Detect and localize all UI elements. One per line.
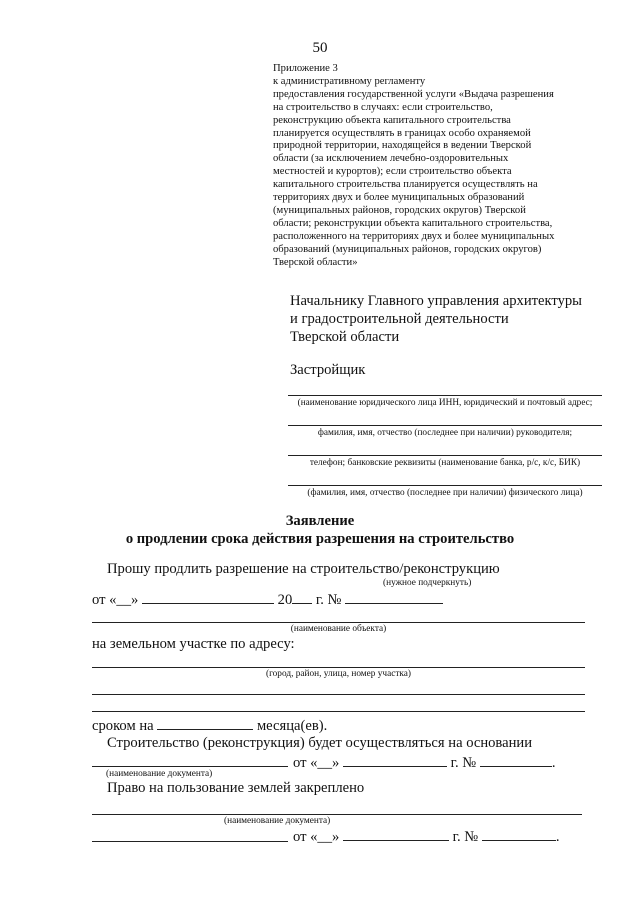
- basis-date-field[interactable]: [343, 753, 447, 767]
- page-number: 50: [312, 40, 328, 56]
- appendix-line: к административному регламенту: [273, 75, 426, 87]
- appendix-line: капитального строительства планируется осуществлять на: [273, 179, 538, 191]
- addressee-line: Начальнику Главного управления архитектуры: [290, 293, 582, 309]
- basis-end: .: [551, 755, 556, 771]
- builder-field-2[interactable]: [288, 425, 602, 426]
- term-field[interactable]: [157, 716, 253, 730]
- from-prefix: от «__»: [92, 592, 139, 608]
- address-field-3[interactable]: [92, 711, 585, 712]
- builder-caption: (фамилия, имя, отчество (последнее при наличии) физического лица): [307, 488, 583, 498]
- permit-number-field[interactable]: [345, 590, 443, 604]
- final-end: .: [555, 829, 560, 845]
- request-text: Прошу продлить разрешение на строительство/реконструкцию: [107, 561, 500, 577]
- appendix-header: [273, 63, 603, 270]
- builder-caption: (наименование юридического лица ИНН, юридический и почтовый адрес;: [297, 398, 593, 408]
- year-prefix: 20: [277, 592, 293, 608]
- addressee-block: [290, 292, 582, 346]
- final-number-label: г. №: [452, 829, 479, 845]
- final-number-field[interactable]: [482, 827, 556, 841]
- document-caption: (наименование документа): [106, 769, 213, 779]
- addressee-line: и градостроительной деятельности: [290, 311, 509, 327]
- address-caption: (город, район, улица, номер участка): [265, 669, 412, 679]
- appendix-line: планируется осуществлять в границах особо охраняемой: [273, 127, 531, 139]
- builder-label: Застройщик: [290, 362, 366, 378]
- appendix-line: расположенного на территориях двух и более муниципальных: [273, 230, 555, 242]
- builder-caption: телефон; банковские реквизиты (наименование банка, р/с, к/с, БИК): [309, 458, 581, 468]
- appendix-line: области (за исключением лечебно-оздоровительных: [273, 153, 509, 165]
- builder-field-1[interactable]: [288, 395, 602, 396]
- object-name-field[interactable]: [92, 622, 585, 623]
- appendix-line: (муниципальных районов, городских округов) Тверской: [273, 204, 526, 216]
- term-prefix: сроком на: [92, 718, 154, 734]
- final-from: от «__»: [293, 829, 340, 845]
- basis-document-field[interactable]: [92, 766, 288, 767]
- appendix-line: территориях двух и более муниципальных образований: [273, 192, 525, 204]
- final-date-field[interactable]: [343, 827, 449, 841]
- addressee-line: Тверской области: [290, 329, 400, 345]
- appendix-line: природной территории, находящейся в ведении Тверской: [273, 140, 532, 152]
- appendix-line: реконструкцию объекта капитального строительства: [273, 114, 511, 126]
- year-suffix: г. №: [315, 592, 342, 608]
- document-caption-2: (наименование документа): [224, 816, 331, 826]
- final-date-row: [293, 827, 560, 846]
- basis-text: Строительство (реконструкция) будет осуществляться на основании: [107, 735, 533, 751]
- land-right-text: Право на пользование землей закреплено: [107, 780, 365, 796]
- address-field-2[interactable]: [92, 694, 585, 695]
- appendix-line: области; реконструкции объекта капитального строительства,: [273, 217, 553, 229]
- builder-field-4[interactable]: [288, 485, 602, 486]
- basis-number-field[interactable]: [480, 753, 552, 767]
- appendix-line: местностей и курортов); если строительство объекта: [273, 166, 512, 178]
- builder-caption: фамилия, имя, отчество (последнее при наличии) руководителя;: [317, 428, 573, 438]
- appendix-line: предоставления государственной услуги «Выдача разрешения: [273, 88, 554, 100]
- statement-subtitle: о продлении срока действия разрешения на строительство: [125, 531, 515, 547]
- land-text: на земельном участке по адресу:: [92, 636, 295, 652]
- land-right-document-field[interactable]: [92, 814, 582, 815]
- appendix-line: Тверской области»: [273, 256, 358, 268]
- underline-hint: (нужное подчеркнуть): [383, 578, 472, 588]
- basis-number-label: г. №: [450, 755, 477, 771]
- builder-field-3[interactable]: [288, 455, 602, 456]
- term-row: [92, 716, 327, 735]
- statement-title: Заявление: [285, 513, 355, 529]
- permit-date-field[interactable]: [142, 590, 274, 604]
- term-suffix: месяца(ев).: [256, 718, 328, 734]
- appendix-line: на строительство в случаях: если строительство,: [273, 101, 493, 113]
- permit-date-row: [92, 590, 443, 609]
- appendix-line: Приложение 3: [273, 63, 338, 74]
- basis-date-row: [293, 753, 556, 772]
- basis-from: от «__»: [293, 755, 340, 771]
- year-field[interactable]: [292, 590, 312, 604]
- object-caption: (наименование объекта): [290, 624, 387, 634]
- appendix-line: образований (муниципальных районов, городских округов): [273, 243, 542, 255]
- land-right-field-2[interactable]: [92, 841, 288, 842]
- address-field[interactable]: [92, 667, 585, 668]
